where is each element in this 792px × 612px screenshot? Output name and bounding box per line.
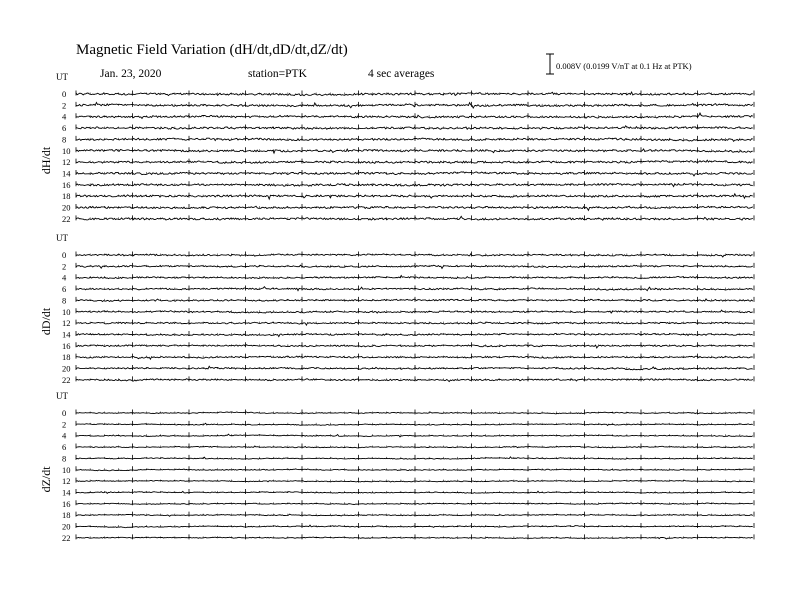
hour-label: 10	[62, 145, 71, 156]
component-label: dD/dt	[39, 307, 53, 336]
hour-label: 4	[62, 430, 67, 441]
hour-label: 20	[62, 363, 71, 374]
hour-label: 16	[62, 179, 71, 190]
hour-label: 14	[62, 329, 71, 340]
component-label: dH/dt	[39, 146, 53, 175]
averaging-label: 4 sec averages	[368, 68, 435, 80]
hour-label: 2	[62, 419, 67, 430]
hour-label: 2	[62, 261, 67, 272]
hour-label: 14	[62, 168, 71, 179]
hour-label: 6	[62, 284, 67, 295]
hour-label: 8	[62, 295, 67, 306]
hour-label: 16	[62, 498, 71, 509]
hour-label: 16	[62, 340, 71, 351]
ut-label: UT	[56, 72, 68, 82]
hour-label: 8	[62, 134, 67, 145]
hour-label: 0	[62, 250, 67, 260]
hour-label: 20	[62, 521, 71, 532]
hour-label: 18	[62, 510, 71, 521]
hour-label: 6	[62, 442, 67, 453]
hour-label: 10	[62, 306, 71, 317]
hour-label: 12	[62, 318, 71, 329]
hour-label: 8	[62, 453, 67, 464]
hour-label: 22	[62, 374, 71, 385]
hour-label: 2	[62, 100, 67, 111]
hour-label: 12	[62, 476, 71, 487]
hour-label: 12	[62, 157, 71, 168]
hour-label: 0	[62, 408, 67, 418]
date-label: Jan. 23, 2020	[100, 68, 162, 80]
hour-label: 10	[62, 464, 71, 475]
component-label: dZ/dt	[39, 466, 53, 493]
hour-label: 22	[62, 532, 71, 543]
hour-label: 4	[62, 111, 67, 122]
hour-label: 0	[62, 89, 67, 99]
hour-label: 4	[62, 272, 67, 283]
hour-label: 18	[62, 191, 71, 202]
station-label: station=PTK	[248, 68, 307, 80]
ut-label: UT	[56, 391, 68, 401]
hour-label: 14	[62, 487, 71, 498]
hour-label: 22	[62, 213, 71, 224]
scale-note: 0.008V (0.0199 V/nT at 0.1 Hz at PTK)	[556, 61, 692, 71]
hour-label: 20	[62, 202, 71, 213]
hour-label: 18	[62, 352, 71, 363]
hour-label: 6	[62, 123, 67, 134]
chart-title: Magnetic Field Variation (dH/dt,dD/dt,dZ/dt)	[76, 42, 348, 58]
ut-label: UT	[56, 233, 68, 243]
